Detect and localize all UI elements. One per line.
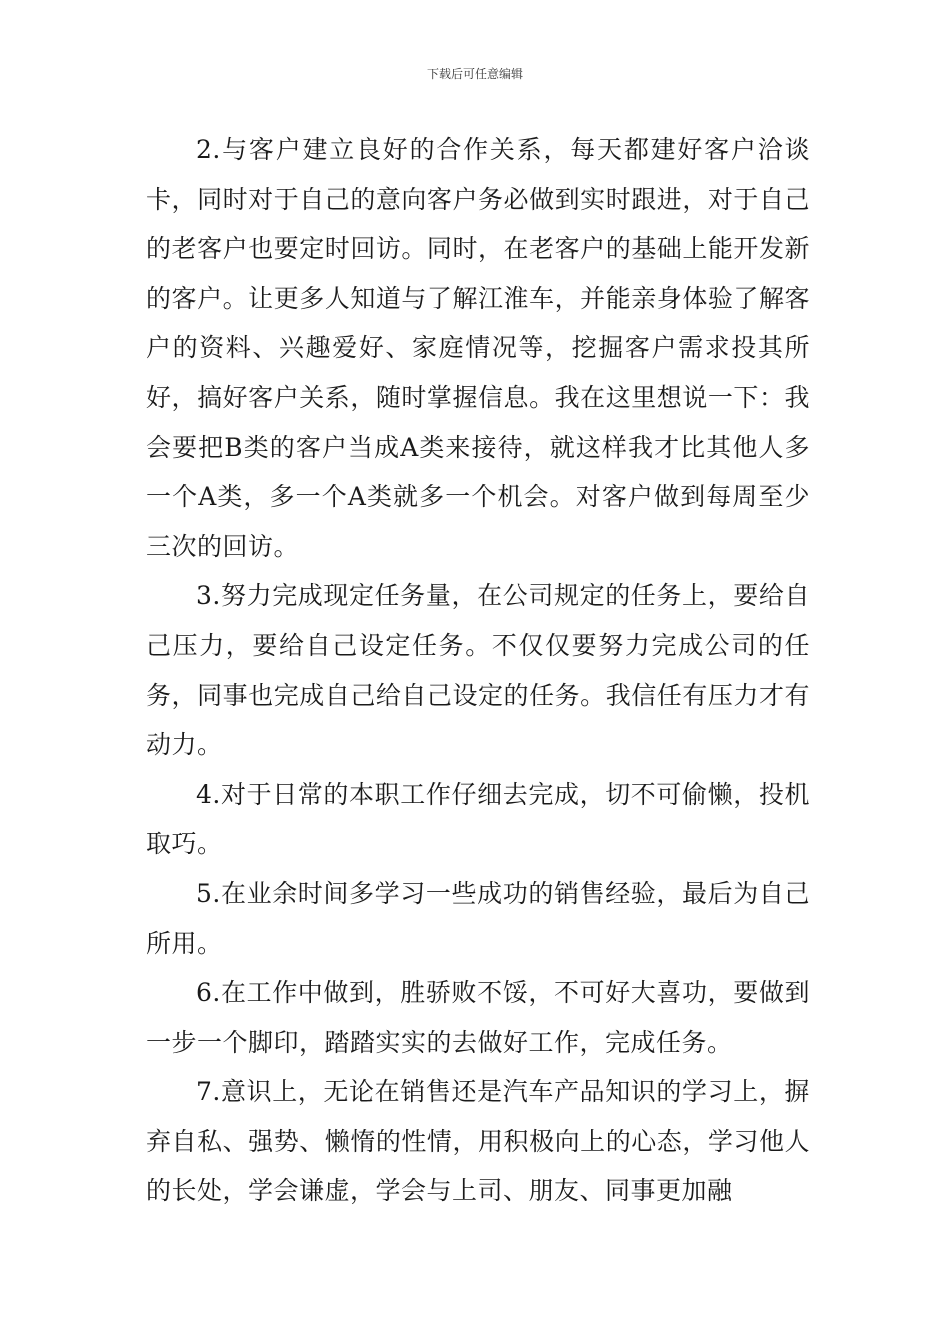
paragraph-item-4: 4.对于日常的本职工作仔细去完成，切不可偷懒，投机取巧。 (146, 779, 810, 859)
paragraph-item-2: 2.与客户建立良好的合作关系，每天都建好客户洽谈卡，同时对于自己的意向客户务必做到实时跟进，对于自己的老客户也要定时回访。同时，在老客户的基础上能开发新的客户。让更多人知道与了解江淮车，并能亲身体验了解客户的资料、兴趣爱好、家庭情况等，挖掘客户需求投其所好，搞好客户关系，随时掌握信息。我在这里想说一下：我会要把B类的客户当成A类来接待，就这样我才比其他人多一个A类，多一个A类就多一个机会。对客户做到每周至少三次的回访。 (146, 135, 810, 561)
paragraph-item-6: 6.在工作中做到，胜骄败不馁，不可好大喜功，要做到一步一个脚印，踏踏实实的去做好工作，完成任务。 (146, 978, 810, 1057)
document-body (146, 125, 810, 1216)
paragraph-item-3: 3.努力完成现定任务量，在公司规定的任务上，要给自己压力，要给自己设定任务。不仅仅要努力完成公司的任务，同事也完成自己给自己设定的任务。我信任有压力才有动力。 (146, 581, 810, 760)
paragraph-item-7: 7.意识上，无论在销售还是汽车产品知识的学习上，摒弃自私、强势、懒惰的性情，用积极向上的心态，学习他人的长处，学会谦虚，学会与上司、朋友、同事更加融 (146, 1077, 810, 1206)
paragraph-item-5: 5.在业余时间多学习一些成功的销售经验，最后为自己所用。 (146, 878, 810, 958)
page-header: 下载后可任意编辑 (426, 67, 523, 81)
